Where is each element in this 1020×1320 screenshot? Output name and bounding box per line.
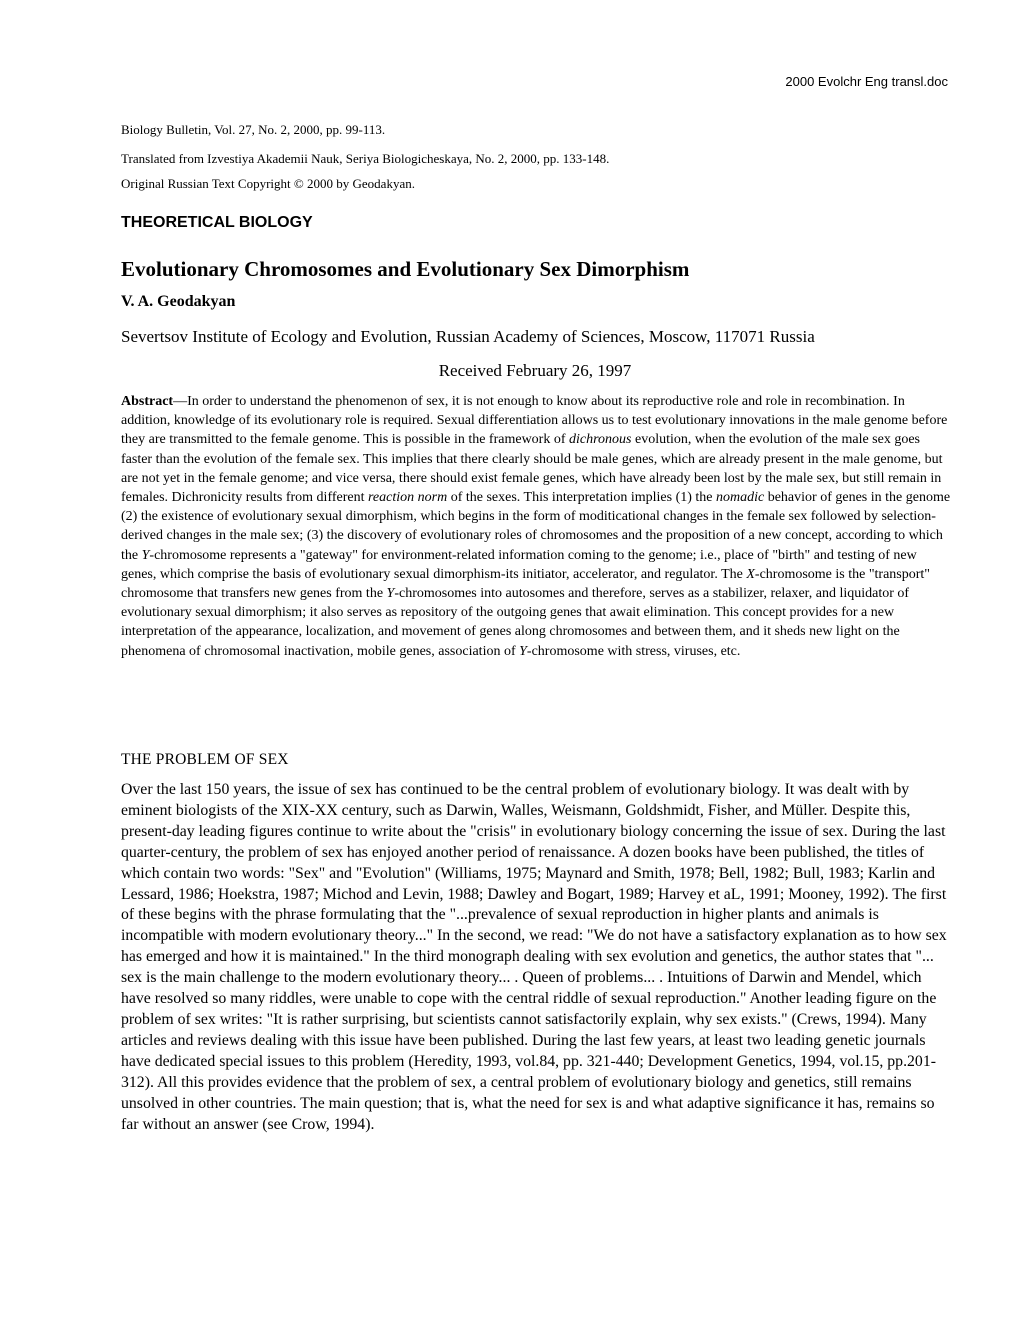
- section-heading-problem-of-sex: THE PROBLEM OF SEX: [121, 751, 289, 768]
- abstract-text: In order to understand the phenomenon of sex, it is not enough to know about its reproductive role and role in recombination. In addition, knowledge of its evolutionary role is required. Sexual differentiation allows us to test evolutionary innovations in the male genome before they are transmitted to the female genome. This is possible in the framework of: [121, 394, 948, 448]
- paper-title: Evolutionary Chromosomes and Evolutionary Sex Dimorphism: [121, 257, 690, 281]
- abstract-text: evolution, when the evolution of the male sex goes faster than the evolution of the female sex. This implies that there clearly should be male genes, which are already present in the male genome, but are not yet in the female genome; and vice versa, there should exist female genes, which have already been lost by the male sex, but still remain in females. Dichronicity results from different: [121, 432, 943, 506]
- abstract-emphasis: X: [746, 566, 755, 582]
- abstract-dash: —: [173, 394, 188, 409]
- abstract: [121, 392, 951, 661]
- author-affiliation: Severtsov Institute of Ecology and Evolution, Russian Academy of Sciences, Moscow, 117071 Russia: [121, 327, 815, 346]
- abstract-emphasis: Y: [386, 586, 395, 602]
- received-date: Received February 26, 1997: [438, 361, 632, 380]
- abstract-emphasis: dichronous: [569, 432, 632, 448]
- journal-citation: Biology Bulletin, Vol. 27, No. 2, 2000, pp. 99-113.: [121, 122, 386, 137]
- body-paragraph: Over the last 150 years, the issue of sex has continued to be the central problem of evolutionary biology. It was dealt with by eminent biologists of the XIX-XX century, such as Darwin, Walles, Weismann, Goldshmidt, Fisher, and Müller. Despite this, present-day leading figures continue to write about the "crisis" in evolutionary biology concerning the issue of sex. During the last quarter-century, the problem of sex has enjoyed another period of renaissance. A dozen books have been published, the titles of which contain two words: "Sex" and "Evolution" (Williams, 1975; Maynard and Smith, 1978; Bell, 1982; Bull, 1983; Karlin and Lessard, 1986; Hoekstra, 1987; Michod and Levin, 1988; Dawley and Bogart, 1989; Harvey et aL, 1991; Mooney, 1992). The first of these begins with the phrase formulating that the "...prevalence of sexual reproduction in higher plants and animals is incompatible with modern evolutionary theory..." In the second, we read: "We do not have a satisfactory explanation as to how sex has emerged and how it is maintained." In the third monograph dealing with sex evolution and genetics, the author states that "... sex is the main challenge to the modern evolutionary theory... . Queen of problems... . Intuitions of Darwin and Mendel, which have resolved so many riddles, were unable to cope with the central riddle of sexual reproduction." Another leading figure on the problem of sex writes: "It is rather surprising, but scientists cannot satisfactorily explain, why sex exists." (Crews, 1994). Many articles and reviews dealing with this issue have been published. During the last few years, at least two leading genetic journals have dedicated special issues to this problem (Heredity, 1993, vol.84, pp. 321-440; Development Genetics, 1994, vol.15, pp.201-312). All this provides evidence that the problem of sex, a central problem of evolutionary biology and genetics, still remains unsolved in other countries. The main question; that is, what the need for sex is and what adaptive significance it has, remains so far without an answer (see Crow, 1994).: [121, 781, 947, 1133]
- section-label: THEORETICAL BIOLOGY: [121, 214, 313, 231]
- author-name: V. A. Geodakyan: [121, 293, 236, 310]
- abstract-text: -chromosome is the "transport" chromosome that transfers new genes from the: [121, 566, 931, 602]
- abstract-text: -chromosome represents a "gateway" for environment-related information coming to the genome; i.e., place of "birth" and testing of new genes, which comprise the basis of evolutionary sexual dimorphism-its initiator, accelerator, and regulator. The: [121, 547, 917, 582]
- abstract-emphasis: Y: [141, 547, 150, 563]
- abstract-text: -chromosome with stress, viruses, etc.: [526, 643, 741, 659]
- document-filename: 2000 Evolchr Eng transl.doc: [785, 74, 948, 89]
- translation-source: Translated from Izvestiya Akademii Nauk, Seriya Biologicheskaya, No. 2, 2000, pp. 133-148.: [121, 151, 610, 166]
- abstract-text: behavior of genes in the genome (2) the existence of evolutionary sexual dimorphism, which begins in the form of moditicational changes in the female sex followed by selection-derived changes in the male sex; (3) the discovery of evolutionary roles of chromosomes and the proposition of a new concept, according to which the: [121, 490, 951, 563]
- abstract-emphasis: Y: [519, 643, 527, 659]
- copyright-notice: Original Russian Text Copyright © 2000 by Geodakyan.: [121, 176, 415, 191]
- abstract-emphasis: nomadic: [716, 490, 765, 506]
- abstract-label: Abstract: [121, 394, 174, 409]
- abstract-text: of the sexes. This interpretation implies (1) the: [447, 490, 716, 506]
- abstract-emphasis: reaction norm: [368, 490, 448, 506]
- abstract-text: -chromosomes into autosomes and therefore, serves as a stabilizer, relaxer, and liquidator of evolutionary sexual dimorphism; it also serves as repository of the outgoing genes that await elimination. This concept provides for a new interpretation of the appearance, localization, and movement of genes along chromosomes and between them, and it sheds new light on the phenomena of chromosomal inactivation, mobile genes, association of: [121, 586, 910, 659]
